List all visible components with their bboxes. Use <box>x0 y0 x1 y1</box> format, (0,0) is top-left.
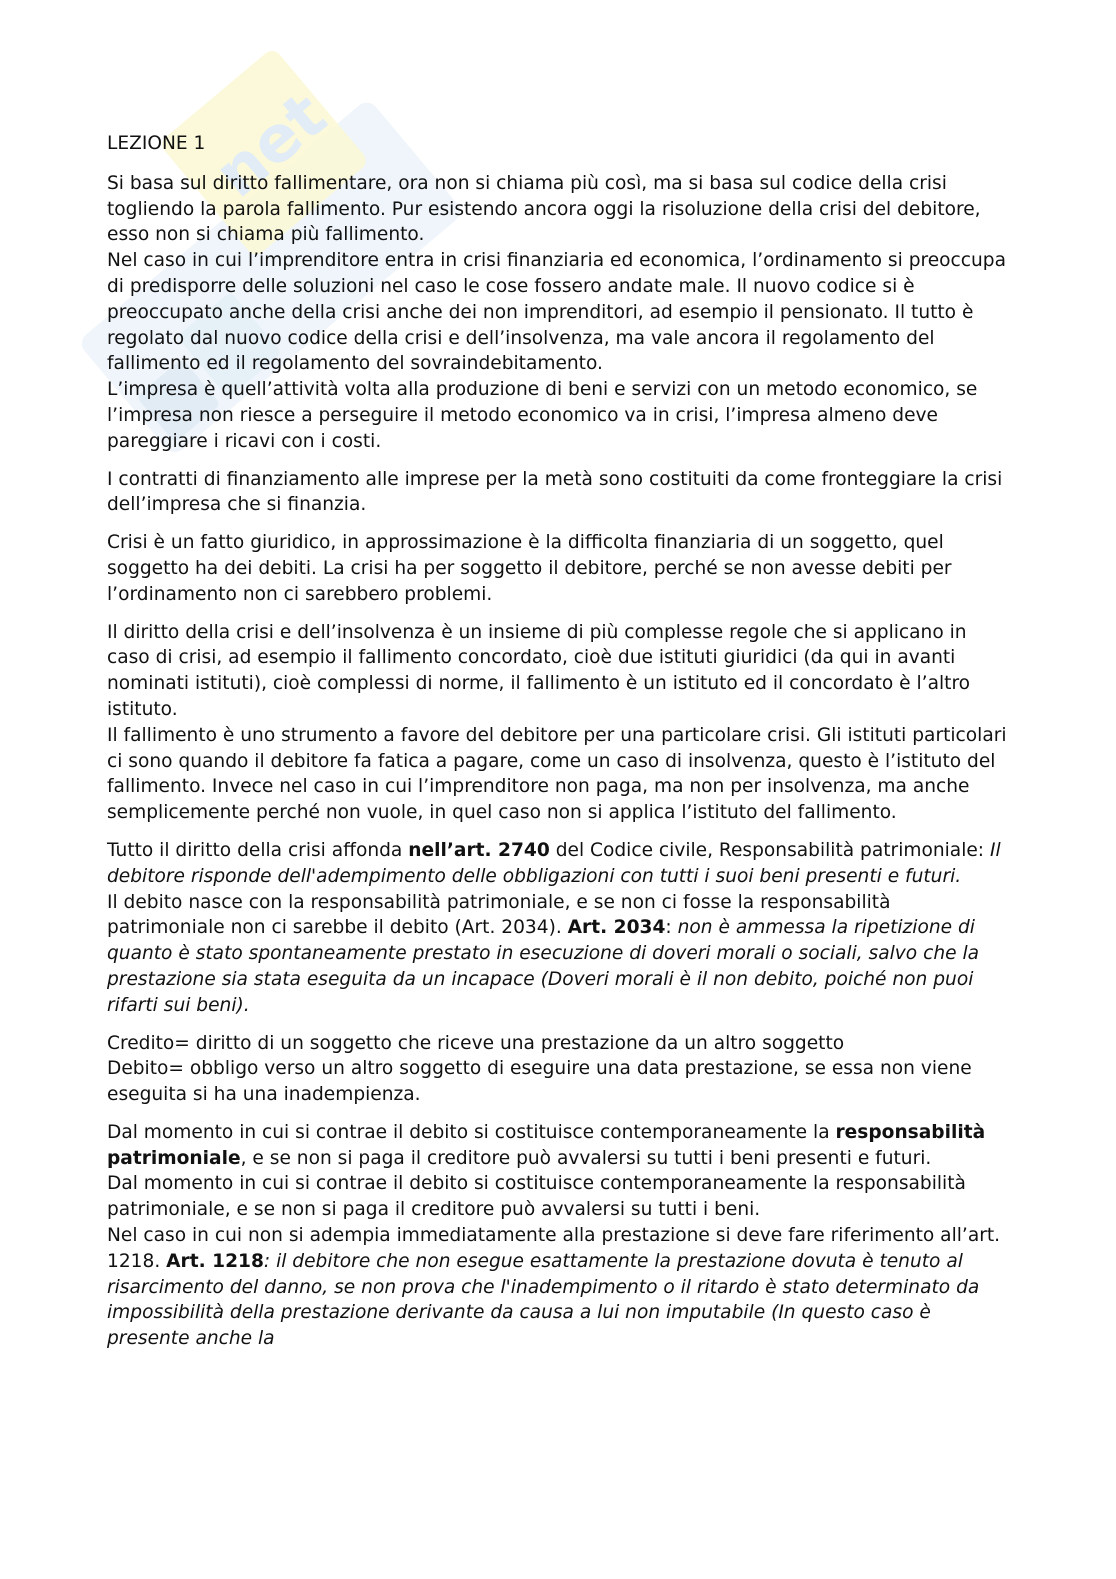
paragraph-credito: Credito= diritto di un soggetto che riceve una prestazione da un altro soggetto <box>107 1032 845 1054</box>
paragraph-art-2740 <box>107 838 1007 890</box>
text-run: del Codice civile, Responsabilità patrimoniale: <box>549 839 990 861</box>
paragraph-responsabilita <box>107 1120 1007 1172</box>
bold-run: nell’art. 2740 <box>408 839 550 861</box>
bold-run: Art. 1218 <box>166 1250 264 1272</box>
text-run: , e se non si paga il creditore può avvalersi su tutti i beni presenti e futuri. <box>240 1147 932 1169</box>
paragraph: Si basa sul diritto fallimentare, ora non si chiama più così, ma si basa sul codice della crisi togliendo la parola fallimento. Pur esistendo ancora oggi la risoluzione della crisi del debitore, esso non si chiama più fallimento. <box>107 172 981 246</box>
paragraph: I contratti di finanziamento alle imprese per la metà sono costituiti da come fronteggiare la crisi dell’impresa che si finanzia. <box>107 468 1003 516</box>
paragraph: Il fallimento è uno strumento a favore del debitore per una particolare crisi. Gli istituti particolari ci sono quando il debitore fa fatica a pagare, come un caso di insolvenza, questo è l’istituto del fallimento. Invece nel caso in cui l’imprenditore non paga, ma non per insolvenza, ma anche semplicemente perché non vuole, in quel caso non si applica l’istituto del fallimento. <box>107 724 1007 824</box>
paragraph: Crisi è un fatto giuridico, in approssimazione è la difficolta finanziaria di un soggetto, quel soggetto ha dei debiti. La crisi ha per soggetto il debitore, perché se non avesse debiti per l’ordinamento non ci sarebbero problemi. <box>107 532 952 605</box>
bold-run: responsabilità patrimoniale <box>107 1121 986 1169</box>
text-run: Tutto il diritto della crisi affonda <box>107 839 409 861</box>
text-run: Il debito nasce con la responsabilità patrimoniale, e se non ci fosse la responsabilità patrimoniale non ci sarebbe il debito (Art. 2034). <box>107 891 891 939</box>
paragraph: L’impresa è quell’attività volta alla produzione di beni e servizi con un metodo economico, se l’impresa non riesce a perseguire il metodo economico va in crisi, l’impresa almeno deve pareggiare i ricavi con i costi. <box>107 379 978 452</box>
paragraph: Il diritto della crisi e dell’insolvenza è un insieme di più complesse regole che si applicano in caso di crisi, ad esempio il fallimento concordato, cioè due istituti giuridici (da qui in avanti nominati istituti), cioè complessi di norme, il fallimento è un istituto ed il concordato è l’altro istituto. <box>107 621 971 720</box>
paragraph-art-2034 <box>107 890 1007 1019</box>
italic-run: : il debitore che non esegue esattamente la prestazione dovuta è tenuto al risarcimento del danno, se non prova che l'inadempimento o il ritardo è stato determinato da impossibilità della prestazione derivante da causa a lui non imputabile (In questo caso è presente anche la <box>107 1250 980 1350</box>
paragraph: Nel caso in cui l’imprenditore entra in crisi finanziaria ed economica, l’ordinamento si preoccupa di predisporre delle soluzioni nel caso le cose fossero andate male. Il nuovo codice si è preoccupato anche della crisi anche dei non imprenditori, ad esempio il pensionato. Il tutto è regolato dal nuovo codice della crisi e dell’insolvenza, ma vale ancora il regolamento del fallimento ed il regolamento del sovraindebitamento. <box>107 250 1006 375</box>
paragraph-debito: Debito= obbligo verso un altro soggetto di eseguire una data prestazione, se essa non viene eseguita si ha una inadempienza. <box>107 1058 972 1106</box>
bold-run: Art. 2034 <box>567 917 666 939</box>
text-run: : <box>665 917 678 939</box>
lesson-heading: LEZIONE 1 <box>107 133 206 154</box>
paragraph: Dal momento in cui si contrae il debito si costituisce contemporaneamente la responsabilità patrimoniale, e se non si paga il creditore può avvalersi su tutti i beni. <box>107 1173 966 1221</box>
italic-run: non è ammessa la ripetizione di quanto è stato spontaneamente prestato in esecuzione di doveri morali o sociali, salvo che la prestazione sia stata eseguita da un incapace (Doveri morali è il non debito, poiché non puoi rifarti sui beni). <box>107 917 980 1016</box>
text-run: Nel caso in cui non si adempia immediatamente alla prestazione si deve fare riferimento all’art. 1218. <box>107 1225 1001 1272</box>
paragraph-art-1218 <box>107 1223 1007 1352</box>
italic-run: Il debitore risponde dell'adempimento delle obbligazioni con tutti i suoi beni presenti e futuri. <box>107 839 1001 887</box>
watermark-text: net <box>201 78 341 213</box>
text-run: Dal momento in cui si contrae il debito si costituisce contemporaneamente la <box>107 1121 836 1143</box>
document-body <box>107 131 1007 1352</box>
